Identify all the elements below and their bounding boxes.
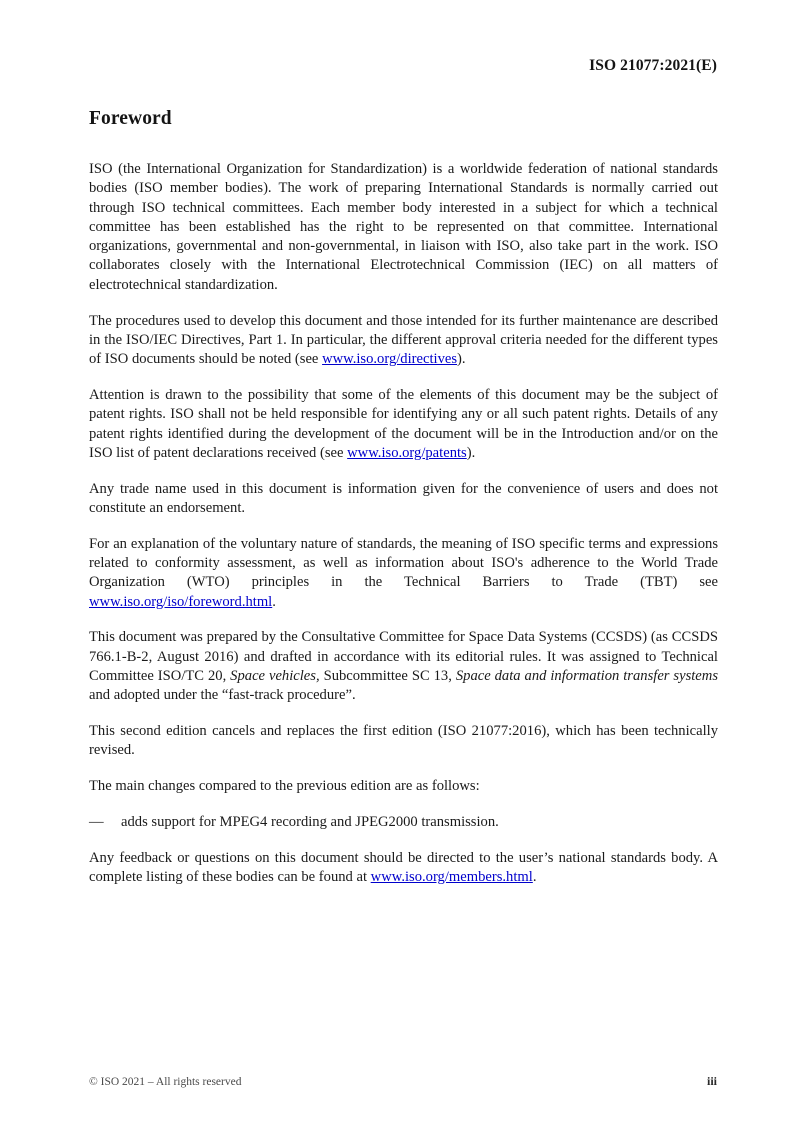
paragraph-voluntary-nature-text-after-link: . <box>272 593 276 610</box>
paragraph-patent-rights-text-before-link: Attention is drawn to the possibility that some of the elements of this document may be the subject of patent rights. ISO shall not be held responsible for identifying any or all such patent rights. Details of any patent rights identified during the development of the document will be in the Introduction and/or on the ISO list of patent declarations received (see <box>89 386 718 461</box>
paragraph-main-changes-intro: The main changes compared to the previous edition are as follows: <box>89 778 480 795</box>
link-iso-foreword[interactable]: www.iso.org/iso/foreword.html <box>89 593 273 610</box>
paragraph-procedures-text-before-link: The procedures used to develop this document and those intended for its further maintenance are described in the ISO/IEC Directives, Part 1. In particular, the different approval criteria needed for the different types of ISO documents should be noted (see <box>89 312 718 368</box>
running-header-standard-reference: ISO 21077:2021(E) <box>589 57 717 74</box>
paragraph-ccsds-text-part-2: Subcommittee SC 13, <box>319 668 456 685</box>
em-dash-bullet-icon: — <box>89 814 104 831</box>
paragraph-patent-rights-text-after-link: ). <box>466 444 476 461</box>
paragraph-feedback-text-before-link: Any feedback or questions on this document should be directed to the user’s national standards body. A complete listing of these bodies can be found at <box>89 849 718 886</box>
link-iso-directives[interactable]: www.iso.org/directives <box>322 351 458 368</box>
paragraph-procedures <box>89 312 718 370</box>
footer-page-number: iii <box>706 1074 717 1088</box>
paragraph-ccsds-italic-space-data: Space data and information transfer systems <box>455 668 719 685</box>
page-content <box>89 108 718 887</box>
paragraph-feedback-text-after-link: . <box>532 869 537 886</box>
paragraph-trade-name: Any trade name used in this document is information given for the convenience of users and does not constitute an endorsement. <box>89 480 718 516</box>
paragraph-voluntary-nature <box>89 535 718 612</box>
paragraph-voluntary-nature-text-before-link: For an explanation of the voluntary nature of standards, the meaning of ISO specific terms and expressions related to conformity assessment, as well as information about ISO's adherence to the World Trade Organization (WTO) principles in the Technical Barriers to Trade (TBT) see <box>89 535 718 591</box>
paragraph-procedures-text-after-link: ). <box>457 351 466 368</box>
paragraph-ccsds-text-part-3: and adopted under the “fast-track procedure”. <box>89 687 356 704</box>
paragraph-patent-rights <box>89 386 718 463</box>
paragraph-ccsds-text-part-1: This document was prepared by the Consultative Committee for Space Data Systems (CCSDS) (as CCSDS 766.1-B-2, August 2016) and drafted in accordance with its editorial rules. It was assigned to Technical Committee ISO/TC 20, <box>89 629 718 685</box>
paragraph-feedback <box>89 849 718 888</box>
paragraph-ccsds-preparation <box>89 628 718 705</box>
paragraph-iso-definition: ISO (the International Organization for Standardization) is a worldwide federation of national standards bodies (ISO member bodies). The work of preparing International Standards is normally carried out through ISO technical committees. Each member body interested in a subject for which a technical committee has been established has the right to be represented on that committee. International organizations, governmental and non-governmental, in liaison with ISO, also take part in the work. ISO collaborates closely with the International Electrotechnical Commission (IEC) on all matters of electrotechnical standardization. <box>89 161 718 293</box>
list-item <box>89 813 718 832</box>
list-item-label: adds support for MPEG4 recording and JPEG2000 transmission. <box>121 814 499 831</box>
page-title: Foreword <box>89 108 172 129</box>
link-iso-patents[interactable]: www.iso.org/patents <box>347 444 467 461</box>
paragraph-second-edition: This second edition cancels and replaces the first edition (ISO 21077:2016), which has been technically revised. <box>89 723 718 759</box>
link-iso-members[interactable]: www.iso.org/members.html <box>370 869 533 886</box>
page-footer <box>89 1074 717 1089</box>
footer-copyright: © ISO 2021 – All rights reserved <box>89 1076 242 1088</box>
paragraph-ccsds-italic-space-vehicles: Space vehicles, <box>230 668 320 685</box>
